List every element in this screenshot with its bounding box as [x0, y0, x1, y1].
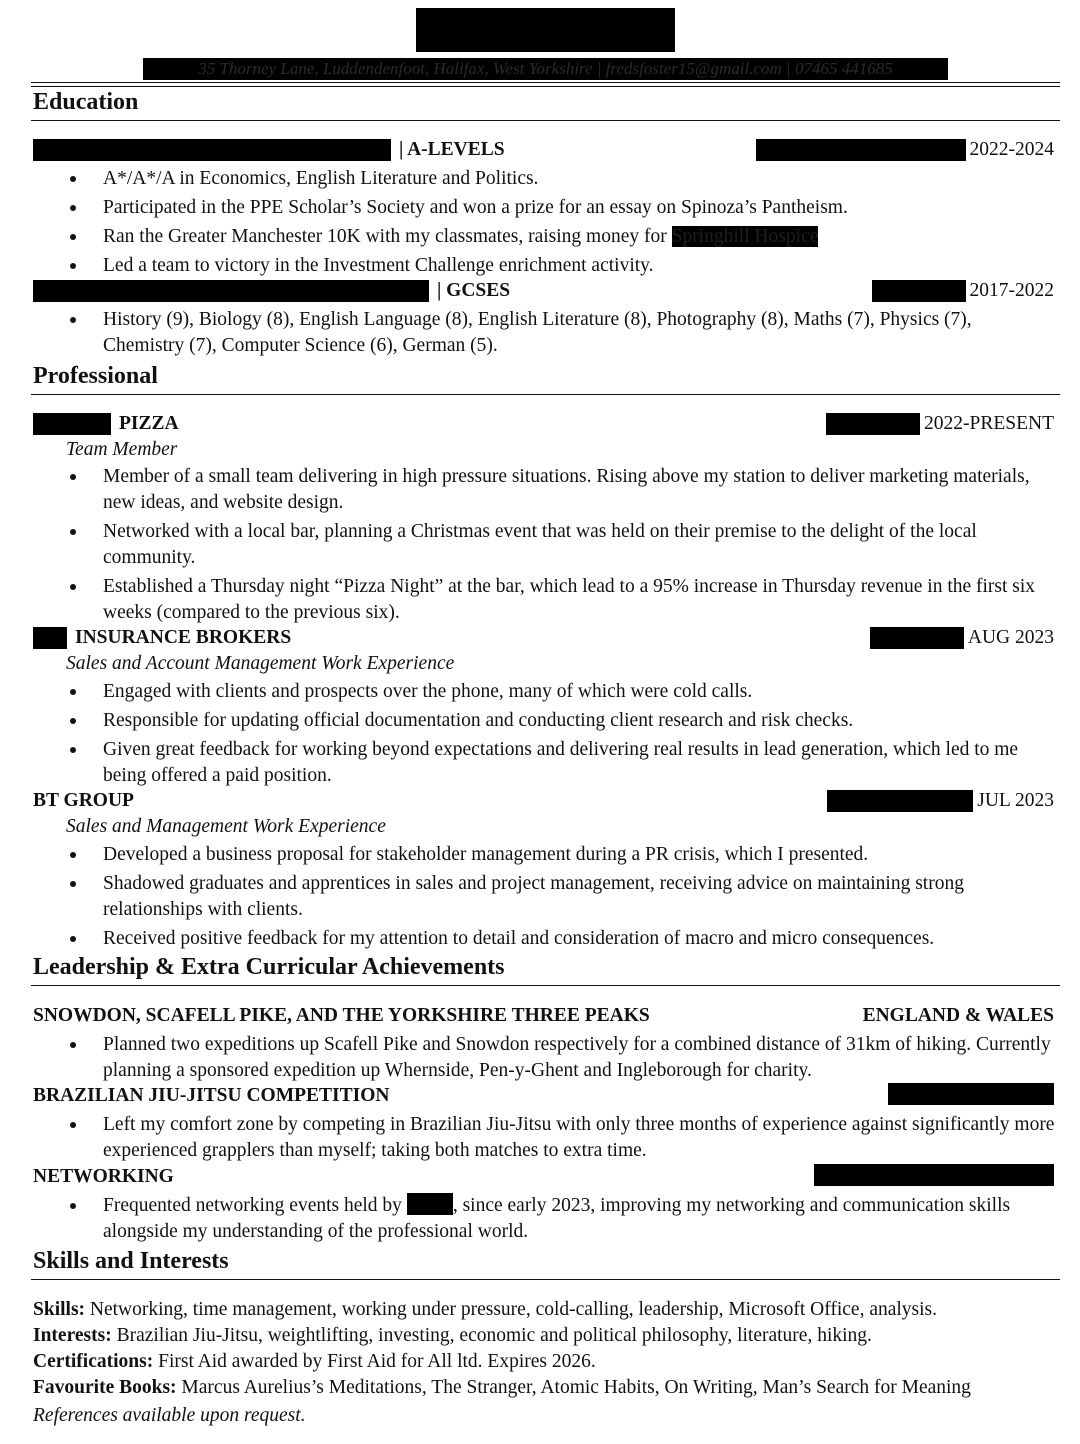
achievement-header	[33, 1003, 1054, 1029]
redacted-school	[33, 139, 391, 161]
bullet-list	[0, 679, 1060, 792]
entry-dates: 2022-PRESENT	[923, 413, 1054, 434]
redacted-employer	[33, 627, 67, 649]
list-item: Participated in the PPE Scholar’s Society and won a prize for an essay on Spinoza’s Pantheism.	[0, 195, 1060, 221]
bullet-text: Frequented networking events held by	[103, 1195, 402, 1216]
redacted-charity: Springhill Hospice	[671, 226, 819, 247]
header-double-rule	[31, 82, 1060, 87]
section-rule	[31, 120, 1060, 121]
qualification-label: | A-LEVELS	[399, 139, 505, 160]
interests-line	[33, 1323, 872, 1349]
contact-line: 35 Thorney Lane, Luddendenfoot, Halifax, West Yorkshire | fredsfoster15@gmail.com | 07465 441685	[143, 58, 948, 80]
bullet-list	[0, 1032, 1060, 1087]
qualification-label: | GCSES	[437, 280, 511, 301]
redacted-location	[872, 280, 966, 302]
job-entry-header	[33, 625, 1054, 651]
certifications-label: Certifications:	[33, 1351, 154, 1372]
achievement-title: SNOWDON, SCAFELL PIKE, AND THE YORKSHIRE THREE PEAKS	[33, 1005, 650, 1026]
job-role: Sales and Account Management Work Experience	[66, 653, 455, 674]
list-item: Left my comfort zone by competing in Brazilian Jiu-Jitsu with only three months of experience against significantly more experienced grapplers than myself; taking both matches to extra time.	[0, 1112, 1060, 1164]
job-entry-header	[33, 411, 1054, 437]
section-title-skills: Skills and Interests	[33, 1248, 229, 1274]
entry-dates: AUG 2023	[967, 627, 1054, 648]
section-rule	[31, 394, 1060, 395]
section-rule	[31, 1279, 1060, 1280]
achievement-location: ENGLAND & WALES	[862, 1005, 1054, 1026]
list-item: Established a Thursday night “Pizza Night” at the bar, which lead to a 95% increase in Thursday revenue in the first six weeks (compared to the previous six).	[0, 574, 1060, 626]
list-item: Given great feedback for working beyond expectations and delivering real results in lead generation, which led to me being offered a paid position.	[0, 737, 1060, 789]
list-item: Engaged with clients and prospects over the phone, many of which were cold calls.	[0, 679, 1060, 705]
section-title-leadership: Leadership & Extra Curricular Achievements	[33, 954, 505, 980]
achievement-title: NETWORKING	[33, 1166, 174, 1187]
favourite-books-line	[33, 1375, 971, 1401]
list-item: History (9), Biology (8), English Language (8), English Literature (8), Photography (8), Maths (7), Physics (7), Chemistry (7), Computer Science (6), German (5).	[0, 307, 1060, 359]
employer-name: INSURANCE BROKERS	[75, 627, 292, 648]
employer-name: BT GROUP	[33, 790, 134, 811]
redacted-location	[814, 1164, 1054, 1186]
list-item: Planned two expeditions up Scafell Pike and Snowdon respectively for a combined distance of 31km of hiking. Currently planning a sponsored expedition up Whernside, Pen-y-Ghent and Ingleborough for charity.	[0, 1032, 1060, 1084]
list-item	[0, 1193, 1060, 1245]
redacted-organiser	[407, 1193, 453, 1215]
skills-value: Networking, time management, working under pressure, cold-calling, leadership, Microsoft Office, analysis.	[85, 1299, 938, 1320]
certifications-line	[33, 1349, 596, 1375]
job-role: Sales and Management Work Experience	[66, 816, 386, 837]
list-item: Received positive feedback for my attention to detail and consideration of macro and micro consequences.	[0, 926, 1060, 952]
list-item	[0, 224, 1060, 250]
skills-label: Skills:	[33, 1299, 86, 1320]
redacted-location	[756, 139, 966, 161]
redacted-location	[827, 790, 973, 812]
list-item: Networked with a local bar, planning a Christmas event that was held on their premise to the delight of the local community.	[0, 519, 1060, 571]
list-item: Responsible for updating official documentation and conducting client research and risk checks.	[0, 708, 1060, 734]
redacted-location	[826, 413, 920, 435]
bullet-list	[0, 842, 1060, 955]
redacted-name	[416, 8, 675, 52]
interests-value: Brazilian Jiu-Jitsu, weightlifting, investing, economic and political philosophy, literature, hiking.	[111, 1325, 872, 1346]
redacted-location	[870, 627, 964, 649]
job-entry-header	[33, 788, 1054, 814]
redacted-school	[33, 280, 429, 302]
list-item: Member of a small team delivering in high pressure situations. Rising above my station to deliver marketing materials, new ideas, and website design.	[0, 464, 1060, 516]
favourite-books-label: Favourite Books:	[33, 1377, 177, 1398]
entry-dates: 2022-2024	[969, 139, 1054, 160]
bullet-list	[0, 166, 1060, 282]
skills-line	[33, 1297, 937, 1323]
job-role: Team Member	[66, 439, 178, 460]
entry-dates: 2017-2022	[969, 280, 1054, 301]
section-rule	[31, 985, 1060, 986]
achievement-header	[33, 1083, 1054, 1109]
list-item: A*/A*/A in Economics, English Literature and Politics.	[0, 166, 1060, 192]
education-entry-header	[33, 137, 1054, 163]
certifications-value: First Aid awarded by First Aid for All ltd. Expires 2026.	[153, 1351, 596, 1372]
bullet-list	[0, 464, 1060, 629]
achievement-header	[33, 1164, 1054, 1190]
entry-dates: JUL 2023	[977, 790, 1054, 811]
education-entry-header	[33, 278, 1054, 304]
section-title-education: Education	[33, 89, 139, 115]
bullet-text: Ran the Greater Manchester 10K with my classmates, raising money for	[103, 226, 667, 247]
redacted-employer	[33, 413, 111, 435]
bullet-text: , since early 2023, improving my networking and communication skills alongside my understanding of the professional world.	[103, 1195, 1011, 1242]
bullet-list	[0, 307, 1060, 362]
redacted-location	[888, 1083, 1054, 1105]
achievement-title: BRAZILIAN JIU-JITSU COMPETITION	[33, 1085, 390, 1106]
section-title-professional: Professional	[33, 363, 158, 389]
interests-label: Interests:	[33, 1325, 112, 1346]
bullet-list	[0, 1193, 1060, 1248]
list-item: Led a team to victory in the Investment Challenge enrichment activity.	[0, 253, 1060, 279]
list-item: Developed a business proposal for stakeholder management during a PR crisis, which I presented.	[0, 842, 1060, 868]
references-note: References available upon request.	[33, 1405, 306, 1426]
bullet-list	[0, 1112, 1060, 1167]
list-item: Shadowed graduates and apprentices in sales and project management, receiving advice on maintaining strong relationships with clients.	[0, 871, 1060, 923]
favourite-books-value: Marcus Aurelius’s Meditations, The Stranger, Atomic Habits, On Writing, Man’s Search for Meaning	[176, 1377, 971, 1398]
employer-name: PIZZA	[119, 413, 179, 434]
